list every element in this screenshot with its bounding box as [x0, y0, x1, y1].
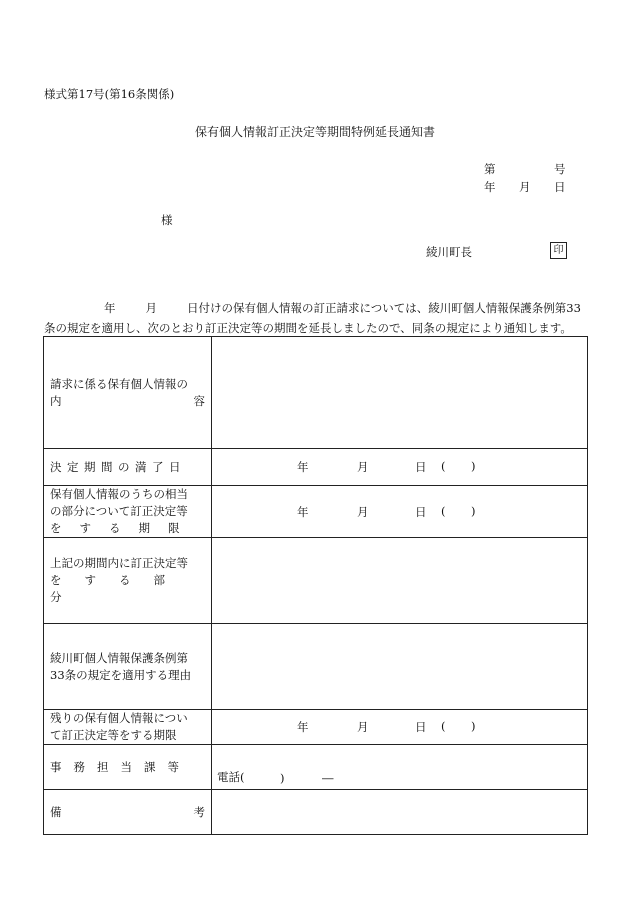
label-partial-scope: 上記の期間内に訂正決定等 をする部分	[44, 538, 212, 624]
tel-close: )	[280, 771, 285, 785]
document-title: 保有個人情報訂正決定等期間特例延長通知書	[194, 125, 435, 139]
body-text	[44, 298, 589, 338]
table-row-request-content	[44, 337, 588, 449]
table-row-remaining-deadline	[44, 710, 588, 745]
table-row-reason	[44, 624, 588, 710]
table-row-partial-scope	[44, 538, 588, 624]
table-row-contact	[44, 745, 588, 790]
tel-dash: ―	[322, 771, 334, 785]
label-reason: 綾川町個人情報保護条例第 33条の規定を適用する理由	[44, 624, 212, 710]
issue-day: 日	[554, 180, 566, 194]
value-remarks[interactable]	[212, 790, 588, 835]
value-contact[interactable]	[212, 745, 588, 790]
number-prefix: 第	[484, 162, 496, 176]
value-deadline-date[interactable]: 年 月 日 ( )	[212, 449, 588, 486]
body-line1: 日付けの保有個人情報の訂正請求については、綾川町個人情報保護条例第33	[187, 301, 581, 315]
issue-month: 月	[519, 180, 531, 194]
table-row-remarks	[44, 790, 588, 835]
body-month: 月	[145, 301, 157, 315]
label-remaining-deadline: 残りの保有個人情報につい て訂正決定等をする期限	[44, 710, 212, 745]
addressee-honorific: 様	[161, 213, 173, 227]
body-line2: 条の規定を適用し、次のとおり訂正決定等の期間を延長しましたので、同条の規定により通知します。	[44, 321, 572, 335]
value-remaining-deadline-date[interactable]: 年 月 日 ( )	[212, 710, 588, 745]
table-row-deadline	[44, 449, 588, 486]
label-deadline: 決定期間の満了日	[44, 449, 212, 486]
value-partial-deadline-date[interactable]: 年 月 日 ( )	[212, 486, 588, 538]
number-suffix: 号	[554, 162, 566, 176]
sender-name: 綾川町長	[426, 245, 472, 259]
label-partial-deadline: 保有個人情報のうちの相当 の部分について訂正決定等 をする期限	[44, 486, 212, 538]
value-partial-scope[interactable]	[212, 538, 588, 624]
notice-table	[43, 336, 588, 835]
label-remarks: 備 考	[44, 790, 212, 835]
label-request-content: 請求に係る保有個人情報の 内 容	[44, 337, 212, 449]
table-row-partial-deadline	[44, 486, 588, 538]
value-request-content[interactable]	[212, 337, 588, 449]
tel-label: 電話(	[217, 770, 245, 784]
seal-mark: 印	[550, 242, 567, 259]
body-year: 年	[104, 301, 116, 315]
issue-year: 年	[484, 180, 496, 194]
form-number: 様式第17号(第16条関係)	[44, 87, 175, 101]
label-contact: 事務担当課等	[44, 745, 212, 790]
value-reason[interactable]	[212, 624, 588, 710]
